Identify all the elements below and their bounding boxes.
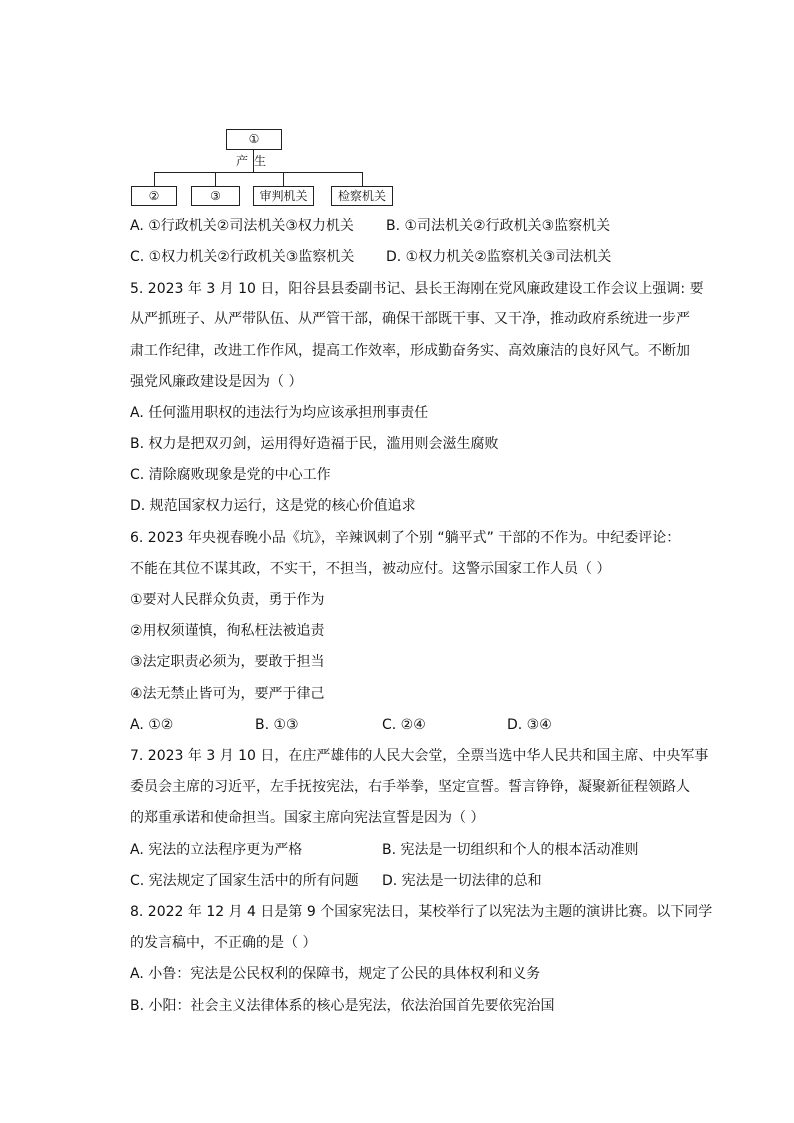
q8-option-b: B. 小阳：社会主义法律体系的核心是宪法，依法治国首先要依宪治国: [130, 998, 555, 1014]
q8-option-a: A. 小鲁：宪法是公民权利的保障书，规定了公民的具体权利和义务: [130, 966, 541, 982]
q4-option-d: D. ①权力机关②监察机关③司法机关: [386, 249, 612, 265]
diagram-box-2: ②: [131, 186, 177, 206]
diagram-top-box: ①: [226, 129, 282, 150]
q5-stem-line-1: 5. 2023 年 3 月 10 日，阳谷县县委副书记、县长王海刚在党风廉政建设工作会议上强调: 要: [130, 281, 704, 297]
q6-option-b: B. ①③: [255, 717, 299, 733]
q5-option-c: C. 清除腐败现象是党的中心工作: [130, 467, 331, 483]
q4-option-a: A. ①行政机关②司法机关③权力机关: [130, 218, 354, 234]
q6-stem-line-1: 6. 2023 年央视春晚小品《坑》，辛辣讽刺了个别 “躺平式” 干部的不作为。中纪委评论：: [130, 530, 681, 546]
q7-stem-line-1: 7. 2023 年 3 月 10 日，在庄严雄伟的人民大会堂，全票当选中华人民共和国主席、中央军事: [130, 748, 709, 764]
q7-option-b: B. 宪法是一切组织和个人的根本活动准则: [382, 842, 639, 858]
diagram-branch-2: [215, 172, 216, 186]
diagram-produce-label: 产生: [236, 154, 273, 168]
q5-option-a: A. 任何滥用职权的违法行为均应该承担刑事责任: [130, 405, 429, 421]
q6-option-d: D. ③④: [507, 717, 552, 733]
q7-option-c: C. 宪法规定了国家生活中的所有问题: [130, 873, 359, 889]
diagram-box-3: ③: [191, 186, 240, 206]
q6-statement-1: ①要对人民群众负责，勇于作为: [130, 592, 325, 608]
q7-stem-line-2: 委员会主席的习近平，左手抚按宪法，右手举拳，坚定宣誓。誓言铮铮，凝聚新征程领路人: [130, 779, 690, 795]
q6-option-a: A. ①②: [130, 717, 174, 733]
organ-structure-diagram: [0, 0, 794, 220]
diagram-box-procuratorate: 检察机关: [331, 186, 393, 206]
q5-option-b: B. 权力是把双刃剑，运用得好造福于民，滥用则会滋生腐败: [130, 436, 499, 452]
q4-option-b: B. ①司法机关②行政机关③监察机关: [386, 218, 611, 234]
q7-option-d: D. 宪法是一切法律的总和: [382, 873, 542, 889]
q6-option-c: C. ②④: [382, 717, 426, 733]
q5-stem-line-2: 从严抓班子、从严带队伍、从严管干部，确保干部既干事、又干净，推动政府系统进一步严: [130, 311, 690, 327]
diagram-horizontal-line: [154, 172, 362, 173]
q7-stem-line-3: 的郑重承诺和使命担当。国家主席向宪法宣誓是因为（ ）: [130, 810, 485, 826]
q8-stem-line-2: 的发言稿中，不正确的是（ ）: [130, 935, 317, 951]
q5-stem-line-4: 强党风廉政建设是因为（ ）: [130, 374, 303, 390]
diagram-branch-1: [154, 172, 155, 186]
q8-stem-line-1: 8. 2022 年 12 月 4 日是第 9 个国家宪法日，某校举行了以宪法为主题的演讲比赛。以下同学: [130, 904, 713, 920]
diagram-box-trial-organ: 审判机关: [253, 186, 314, 206]
q5-option-d: D. 规范国家权力运行，这是党的核心价值追求: [130, 498, 416, 514]
diagram-branch-3: [283, 172, 284, 186]
q6-statement-3: ③法定职责必须为，要敢于担当: [130, 654, 325, 670]
q4-option-c: C. ①权力机关②行政机关③监察机关: [130, 249, 355, 265]
q6-statement-4: ④法无禁止皆可为，要严于律己: [130, 686, 325, 702]
q5-stem-line-3: 肃工作纪律，改进工作作风，提高工作效率，形成勤奋务实、高效廉洁的良好风气。不断加: [130, 343, 690, 359]
q6-stem-line-2: 不能在其位不谋其政，不实干，不担当，被动应付。这警示国家工作人员（ ）: [130, 561, 611, 577]
diagram-branch-4: [362, 172, 363, 186]
q6-statement-2: ②用权须谨慎，徇私枉法被追责: [130, 623, 325, 639]
q7-option-a: A. 宪法的立法程序更为严格: [130, 842, 303, 858]
